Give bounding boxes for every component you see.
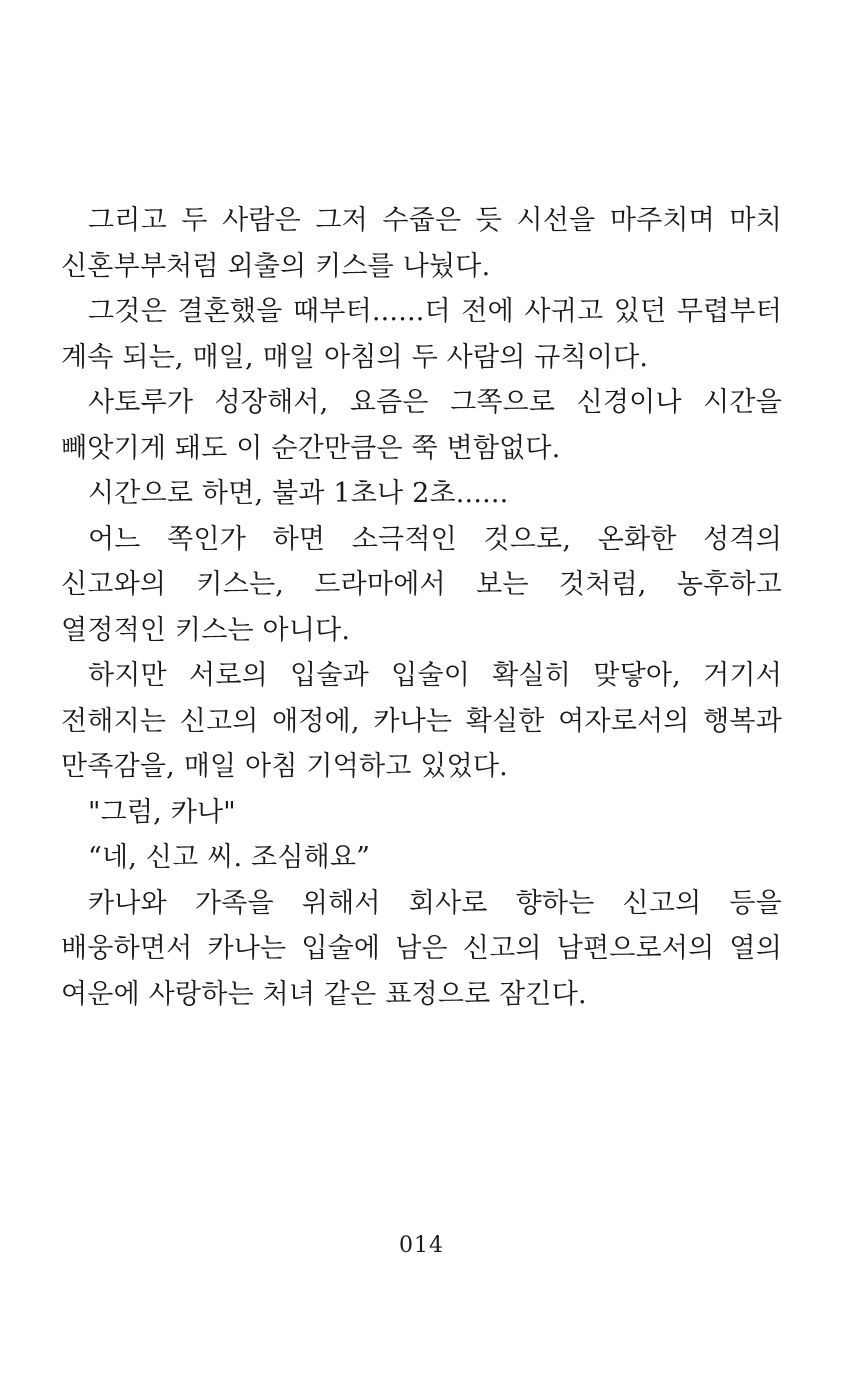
paragraph-8: “네, 신고 씨. 조심해요” [88, 842, 371, 873]
paragraph-6: 하지만 서로의 입술과 입술이 확실히 맞닿아, 거기서 전해지는 신고의 애정에, 카나는 확실한 여자로서의 행복과 만족감을, 매일 아침 기억하고 있었다. [61, 660, 782, 782]
page-number: 014 [399, 1233, 444, 1258]
paragraph-9: 카나와 가족을 위해서 회사로 향하는 신고의 등을 배웅하면서 카나는 입술에 남은 신고의 남편으로서의 열의 여운에 사랑하는 처녀 같은 표정으로 잠긴다. [61, 887, 782, 1010]
paragraph-2: 그것은 결혼했을 때부터......더 전에 사귀고 있던 무렵부터 계속 되는, 매일, 매일 아침의 두 사람의 규칙이다. [61, 296, 782, 373]
paragraph-7: "그럼, 카나" [88, 796, 236, 828]
paragraph-1: 그리고 두 사람은 그저 수줍은 듯 시선을 마주치며 마치 신혼부부처럼 외출의 키스를 나눴다. [61, 205, 782, 282]
paragraph-4: 시간으로 하면, 불과 1초나 2초...... [88, 478, 509, 509]
paragraph-3: 사토루가 성장해서, 요즘은 그쪽으로 신경이나 시간을 빼앗기게 돼도 이 순간만큼은 쭉 변함없다. [61, 387, 782, 464]
body-text [61, 198, 782, 1017]
paragraph-5: 어느 쪽인가 하면 소극적인 것으로, 온화한 성격의 신고와의 키스는, 드라마에서 보는 것처럼, 농후하고 열정적인 키스는 아니다. [61, 523, 782, 646]
